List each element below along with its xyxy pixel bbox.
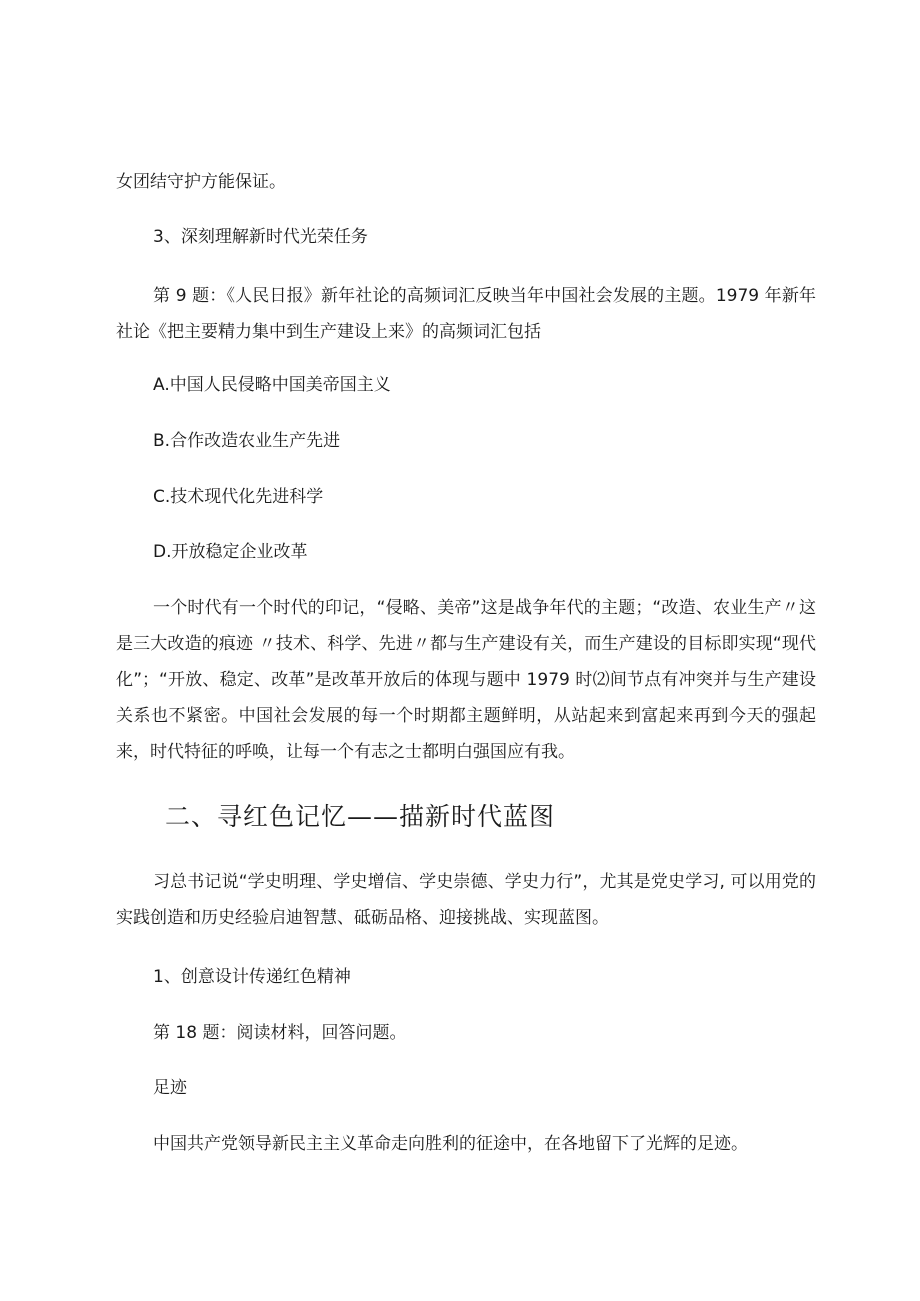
question-9-text: 第 9 题：《人民日报》新年社论的高频词汇反映当年中国社会发展的主题。1979 年新年社论《把主要精力集中到生产建设上来》的高频词汇包括 — [116, 286, 816, 342]
section-1-title: 1、创意设计传递红色精神 — [153, 967, 351, 987]
section-heading-2: 二、寻红色记忆——描新时代蓝图 — [165, 802, 556, 831]
material-title: 足迹 — [153, 1078, 187, 1098]
section-3-title: 3、深刻理解新时代光荣任务 — [153, 227, 368, 247]
option-b: B.合作改造农业生产先进 — [153, 431, 341, 451]
xi-quote-paragraph: 习总书记说“学史明理、学史增信、学史崇德、学史力行”，尤其是党史学习, 可以用党的实践创造和历史经验启迪智慧、砥砺品格、迎接挑战、实现蓝图。 — [116, 872, 816, 928]
question-18-title: 第 18 题：阅读材料，回答问题。 — [153, 1023, 407, 1043]
paragraph-continuation: 女团结守护方能保证。 — [116, 172, 286, 192]
analysis-paragraph: 一个时代有一个时代的印记，“侵略、美帝”这是战争年代的主题；“改造、农业生产〃这是三大改造的痕迹 〃技术、科学、先进〃都与生产建设有关，而生产建设的目标即实现“现代化”；“开放、稳定、改革”是改革开放后的体现与题中 1979 时⑵间节点有冲突并与生产建设关系也不紧密。中国社会发展的每一个时期都主题鲜明，从站起来到富起来再到今天的强起来，时代特征的呼唤，让每一个有志之士都明白强国应有我。 — [116, 598, 816, 762]
material-text: 中国共产党领导新民主主义革命走向胜利的征途中，在各地留下了光辉的足迹。 — [153, 1134, 748, 1154]
option-a: A.中国人民侵略中国美帝国主义 — [153, 375, 391, 395]
option-c: C.技术现代化先进科学 — [153, 487, 324, 507]
option-d: D.开放稳定企业改革 — [153, 542, 308, 562]
